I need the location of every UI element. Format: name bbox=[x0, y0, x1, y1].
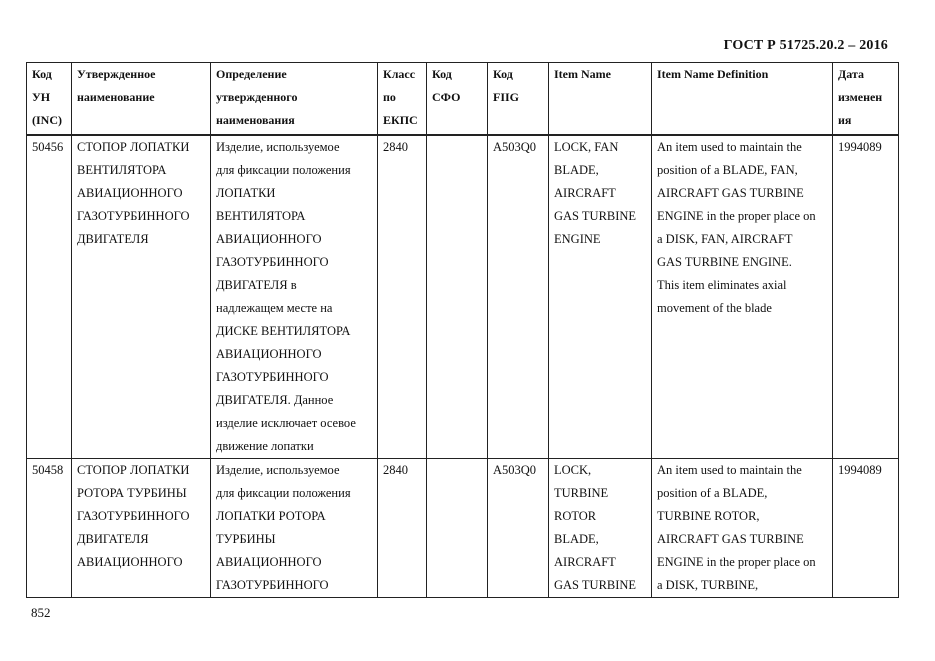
cell-date: 1994089 bbox=[833, 135, 899, 459]
cell-sfo bbox=[427, 135, 488, 459]
table-row bbox=[27, 135, 899, 459]
page-number: 852 bbox=[31, 605, 51, 620]
col-header-sfo: Код СФО bbox=[427, 63, 488, 136]
table-row bbox=[27, 459, 899, 598]
cell-item-name: LOCK, TURBINE ROTOR BLADE, AIRCRAFT GAS TURBINE bbox=[549, 459, 652, 598]
cell-class: 2840 bbox=[378, 135, 427, 459]
cell-item-definition: An item used to maintain the position of a BLADE, FAN, AIRCRAFT GAS TURBINE ENGINE in the proper place on a DISK, FAN, AIRCRAFT GAS TURBINE ENGINE. This item eliminates axial movement of the blade bbox=[652, 135, 833, 459]
cell-approved-name: СТОПОР ЛОПАТКИ ВЕНТИЛЯТОРА АВИАЦИОННОГО ГАЗОТУРБИННОГО ДВИГАТЕЛЯ bbox=[72, 135, 211, 459]
col-header-fiig: Код FIIG bbox=[488, 63, 549, 136]
catalog-table bbox=[26, 62, 899, 598]
col-header-item-name: Item Name bbox=[549, 63, 652, 136]
col-header-class: Класс по ЕКПС bbox=[378, 63, 427, 136]
cell-definition: Изделие, используемое для фиксации положения ЛОПАТКИ ВЕНТИЛЯТОРА АВИАЦИОННОГО ГАЗОТУРБИННОГО ДВИГАТЕЛЯ в надлежащем месте на ДИСКЕ ВЕНТИЛЯТОРА АВИАЦИОННОГО ГАЗОТУРБИННОГО ДВИГАТЕЛЯ. Данное изделие исключает осевое движение лопатки bbox=[211, 135, 378, 459]
cell-date: 1994089 bbox=[833, 459, 899, 598]
cell-inc: 50456 bbox=[27, 135, 72, 459]
cell-inc: 50458 bbox=[27, 459, 72, 598]
cell-fiig: A503Q0 bbox=[488, 459, 549, 598]
col-header-item-definition: Item Name Definition bbox=[652, 63, 833, 136]
cell-approved-name: СТОПОР ЛОПАТКИ РОТОРА ТУРБИНЫ ГАЗОТУРБИННОГО ДВИГАТЕЛЯ АВИАЦИОННОГО bbox=[72, 459, 211, 598]
col-header-definition: Определение утвержденного наименования bbox=[211, 63, 378, 136]
cell-item-definition: An item used to maintain the position of a BLADE, TURBINE ROTOR, AIRCRAFT GAS TURBINE ENGINE in the proper place on a DISK, TURBINE, bbox=[652, 459, 833, 598]
standard-designation: ГОСТ Р 51725.20.2 – 2016 bbox=[723, 38, 888, 53]
cell-fiig: A503Q0 bbox=[488, 135, 549, 459]
cell-class: 2840 bbox=[378, 459, 427, 598]
cell-item-name: LOCK, FAN BLADE, AIRCRAFT GAS TURBINE ENGINE bbox=[549, 135, 652, 459]
cell-sfo bbox=[427, 459, 488, 598]
cell-definition: Изделие, используемое для фиксации положения ЛОПАТКИ РОТОРА ТУРБИНЫ АВИАЦИОННОГО ГАЗОТУРБИННОГО bbox=[211, 459, 378, 598]
col-header-date: Дата изменен ия bbox=[833, 63, 899, 136]
col-header-inc: Код УН (INC) bbox=[27, 63, 72, 136]
col-header-approved-name: Утвержденное наименование bbox=[72, 63, 211, 136]
table-header-row bbox=[27, 63, 899, 136]
